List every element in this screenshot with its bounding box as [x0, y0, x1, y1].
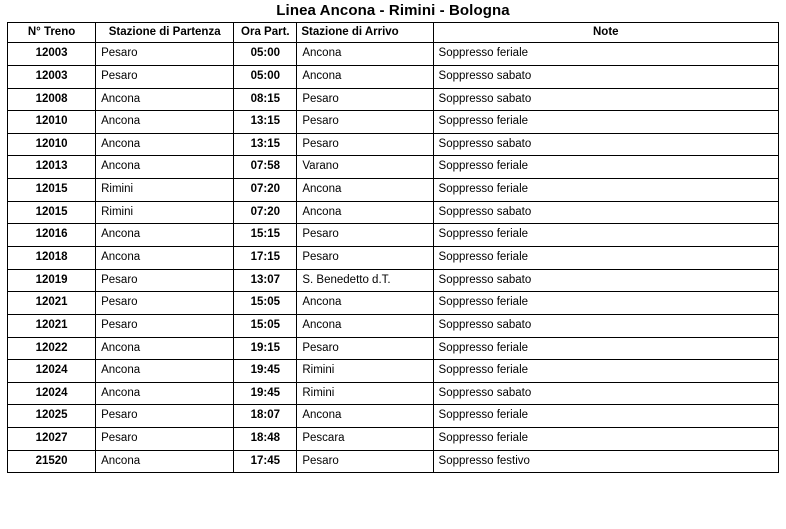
- cell-notes: Soppresso sabato: [433, 201, 778, 224]
- cell-departure-station: Pesaro: [96, 405, 234, 428]
- cell-departure-time: 17:15: [234, 246, 297, 269]
- cell-arrival-station: Pescara: [297, 428, 433, 451]
- cell-notes: Soppresso feriale: [433, 224, 778, 247]
- cell-departure-station: Ancona: [96, 360, 234, 383]
- cell-arrival-station: Ancona: [297, 65, 433, 88]
- cell-departure-time: 13:07: [234, 269, 297, 292]
- column-header-departure-time: Ora Part.: [234, 23, 297, 43]
- table-row: [8, 156, 779, 179]
- cell-departure-time: 15:15: [234, 224, 297, 247]
- cell-notes: Soppresso feriale: [433, 292, 778, 315]
- cell-notes: Soppresso sabato: [433, 65, 778, 88]
- column-header-departure-station: Stazione di Partenza: [96, 23, 234, 43]
- table-row: [8, 314, 779, 337]
- cell-notes: Soppresso festivo: [433, 450, 778, 473]
- timetable: [7, 22, 779, 473]
- table-row: [8, 360, 779, 383]
- cell-arrival-station: Pesaro: [297, 337, 433, 360]
- table-row: [8, 337, 779, 360]
- column-header-arrival-station: Stazione di Arrivo: [297, 23, 433, 43]
- cell-notes: Soppresso feriale: [433, 156, 778, 179]
- cell-train: 12010: [8, 133, 96, 156]
- table-row: [8, 43, 779, 66]
- cell-train: 12027: [8, 428, 96, 451]
- cell-departure-station: Rimini: [96, 201, 234, 224]
- table-body: [8, 43, 779, 473]
- cell-arrival-station: Pesaro: [297, 133, 433, 156]
- cell-departure-station: Rimini: [96, 179, 234, 202]
- cell-notes: Soppresso feriale: [433, 428, 778, 451]
- cell-train: 12013: [8, 156, 96, 179]
- cell-train: 12024: [8, 382, 96, 405]
- cell-departure-time: 07:20: [234, 179, 297, 202]
- table-row: [8, 269, 779, 292]
- cell-notes: Soppresso feriale: [433, 405, 778, 428]
- cell-arrival-station: Pesaro: [297, 111, 433, 134]
- cell-arrival-station: Rimini: [297, 360, 433, 383]
- cell-notes: Soppresso sabato: [433, 269, 778, 292]
- cell-train: 12019: [8, 269, 96, 292]
- cell-train: 12003: [8, 65, 96, 88]
- table-row: [8, 382, 779, 405]
- cell-train: 12008: [8, 88, 96, 111]
- cell-arrival-station: Ancona: [297, 314, 433, 337]
- cell-notes: Soppresso feriale: [433, 337, 778, 360]
- table-row: [8, 65, 779, 88]
- cell-departure-time: 08:15: [234, 88, 297, 111]
- cell-departure-station: Pesaro: [96, 43, 234, 66]
- page-title: Linea Ancona - Rimini - Bologna: [276, 2, 510, 19]
- cell-departure-time: 13:15: [234, 111, 297, 134]
- cell-train: 12021: [8, 292, 96, 315]
- cell-notes: Soppresso feriale: [433, 360, 778, 383]
- cell-departure-station: Pesaro: [96, 314, 234, 337]
- table-row: [8, 224, 779, 247]
- cell-arrival-station: Pesaro: [297, 246, 433, 269]
- cell-arrival-station: Ancona: [297, 201, 433, 224]
- header-row: [8, 23, 779, 43]
- cell-departure-time: 07:20: [234, 201, 297, 224]
- cell-train: 12025: [8, 405, 96, 428]
- cell-departure-time: 18:48: [234, 428, 297, 451]
- cell-departure-station: Ancona: [96, 133, 234, 156]
- cell-departure-station: Pesaro: [96, 292, 234, 315]
- cell-departure-time: 13:15: [234, 133, 297, 156]
- cell-train: 12022: [8, 337, 96, 360]
- cell-arrival-station: Ancona: [297, 405, 433, 428]
- cell-arrival-station: S. Benedetto d.T.: [297, 269, 433, 292]
- cell-departure-station: Pesaro: [96, 269, 234, 292]
- column-header-notes: Note: [433, 23, 778, 43]
- cell-notes: Soppresso sabato: [433, 88, 778, 111]
- cell-departure-station: Ancona: [96, 111, 234, 134]
- cell-arrival-station: Pesaro: [297, 224, 433, 247]
- table-row: [8, 201, 779, 224]
- table-row: [8, 88, 779, 111]
- cell-train: 12010: [8, 111, 96, 134]
- column-header-train: N° Treno: [8, 23, 96, 43]
- table-row: [8, 133, 779, 156]
- cell-arrival-station: Pesaro: [297, 450, 433, 473]
- cell-train: 12003: [8, 43, 96, 66]
- cell-departure-time: 15:05: [234, 292, 297, 315]
- cell-train: 12024: [8, 360, 96, 383]
- table-row: [8, 428, 779, 451]
- cell-train: 12015: [8, 201, 96, 224]
- cell-notes: Soppresso feriale: [433, 43, 778, 66]
- cell-arrival-station: Ancona: [297, 179, 433, 202]
- cell-notes: Soppresso sabato: [433, 382, 778, 405]
- cell-departure-station: Ancona: [96, 224, 234, 247]
- cell-arrival-station: Ancona: [297, 43, 433, 66]
- cell-notes: Soppresso feriale: [433, 111, 778, 134]
- cell-notes: Soppresso feriale: [433, 246, 778, 269]
- cell-departure-time: 17:45: [234, 450, 297, 473]
- cell-departure-time: 19:15: [234, 337, 297, 360]
- cell-arrival-station: Ancona: [297, 292, 433, 315]
- timetable-container: [0, 22, 786, 473]
- cell-train: 12016: [8, 224, 96, 247]
- cell-arrival-station: Rimini: [297, 382, 433, 405]
- cell-notes: Soppresso feriale: [433, 179, 778, 202]
- cell-departure-time: 18:07: [234, 405, 297, 428]
- cell-departure-station: Ancona: [96, 156, 234, 179]
- cell-train: 12015: [8, 179, 96, 202]
- table-row: [8, 450, 779, 473]
- cell-notes: Soppresso sabato: [433, 133, 778, 156]
- cell-departure-station: Ancona: [96, 88, 234, 111]
- cell-departure-station: Ancona: [96, 337, 234, 360]
- cell-departure-time: 05:00: [234, 65, 297, 88]
- cell-notes: Soppresso sabato: [433, 314, 778, 337]
- cell-train: 12018: [8, 246, 96, 269]
- cell-arrival-station: Pesaro: [297, 88, 433, 111]
- cell-departure-time: 05:00: [234, 43, 297, 66]
- cell-train: 21520: [8, 450, 96, 473]
- cell-departure-station: Pesaro: [96, 65, 234, 88]
- cell-departure-station: Pesaro: [96, 428, 234, 451]
- table-row: [8, 179, 779, 202]
- cell-train: 12021: [8, 314, 96, 337]
- table-header: [8, 23, 779, 43]
- cell-departure-time: 19:45: [234, 382, 297, 405]
- cell-arrival-station: Varano: [297, 156, 433, 179]
- cell-departure-station: Ancona: [96, 382, 234, 405]
- cell-departure-station: Ancona: [96, 450, 234, 473]
- table-row: [8, 405, 779, 428]
- table-row: [8, 292, 779, 315]
- cell-departure-time: 19:45: [234, 360, 297, 383]
- cell-departure-station: Ancona: [96, 246, 234, 269]
- table-row: [8, 246, 779, 269]
- table-row: [8, 111, 779, 134]
- cell-departure-time: 15:05: [234, 314, 297, 337]
- cell-departure-time: 07:58: [234, 156, 297, 179]
